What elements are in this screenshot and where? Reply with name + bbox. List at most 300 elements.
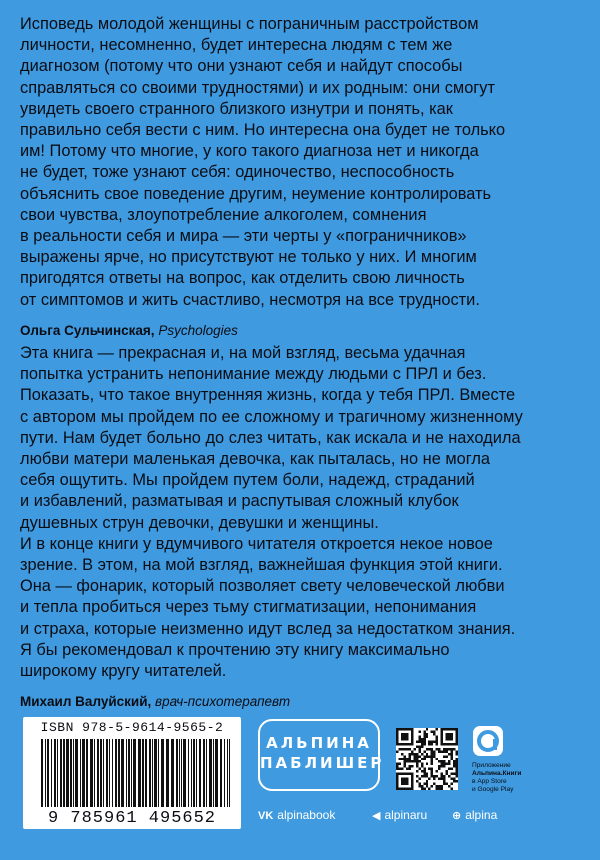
qr-module: [453, 778, 455, 780]
qr-module: [448, 763, 450, 765]
qr-module: [418, 785, 420, 787]
qr-module: [456, 765, 458, 767]
barcode-bar: [115, 739, 117, 807]
qr-module: [413, 748, 415, 750]
qr-module: [431, 785, 433, 787]
qr-module: [438, 765, 440, 767]
qr-module: [443, 760, 445, 762]
qr-module: [448, 748, 450, 750]
review-text-line: и страха, которые неизменно идут вслед за недостатком знания.: [20, 619, 516, 638]
qr-module: [421, 785, 423, 787]
qr-module: [446, 755, 448, 757]
qr-module: [443, 763, 445, 765]
qr-module: [446, 783, 448, 785]
qr-module: [456, 750, 458, 752]
barcode-bar: [183, 739, 186, 807]
review-text-line: зрение. В этом, на мой взгляд, важнейшая функция этой книги.: [20, 556, 503, 575]
qr-module: [416, 775, 418, 777]
qr-module: [436, 738, 438, 740]
qr-module: [396, 750, 398, 752]
qr-module: [396, 768, 398, 770]
barcode-bar: [152, 739, 153, 807]
app-promo-line: Приложение: [472, 762, 511, 769]
qr-module: [421, 758, 423, 760]
review-text-line: душевных струн девочки, девушки и женщины.: [20, 513, 379, 532]
qr-module: [436, 740, 438, 742]
app-promo-line: и Google Play: [472, 786, 514, 793]
qr-module: [398, 748, 400, 750]
qr-module: [456, 758, 458, 760]
social-links: [258, 808, 588, 826]
qr-module: [431, 768, 433, 770]
review-text-line: выражены ярче, но присутствуют не только у них. И многим: [20, 248, 477, 267]
qr-finder: [401, 733, 408, 740]
app-promo-line: в App Store: [472, 778, 507, 785]
qr-module: [433, 750, 435, 752]
qr-module: [456, 773, 458, 775]
qr-module: [443, 780, 445, 782]
social-link-vk[interactable]: [258, 808, 335, 822]
barcode-bar: [97, 739, 99, 807]
review-author: Михаил Валуйский,: [20, 694, 152, 710]
qr-module: [421, 788, 423, 790]
qr-module: [423, 735, 425, 737]
qr-finder: [401, 778, 408, 785]
qr-module: [418, 748, 420, 750]
barcode-bar: [41, 739, 43, 807]
review-text-line: от симптомов и жить счастливо, несмотря на все трудности.: [20, 290, 480, 309]
qr-module: [446, 763, 448, 765]
qr-module: [438, 760, 440, 762]
qr-module: [453, 760, 455, 762]
barcode-bar: [220, 739, 222, 807]
barcode-bar: [109, 739, 110, 807]
qr-module: [423, 770, 425, 772]
social-label: alpinabook: [277, 808, 336, 822]
qr-module: [446, 750, 448, 752]
qr-module: [423, 773, 425, 775]
qr-module: [418, 730, 420, 732]
review-valuysky: [20, 343, 582, 712]
qr-module: [431, 730, 433, 732]
qr-module: [406, 760, 408, 762]
qr-module: [431, 753, 433, 755]
qr-module: [398, 763, 400, 765]
qr-module: [451, 748, 453, 750]
qr-module: [428, 748, 430, 750]
review-text-line: свои чувства, злоупотребление алкоголем, сомнения: [20, 205, 427, 224]
qr-module: [426, 773, 428, 775]
qr-module: [438, 778, 440, 780]
review-text-line: и тепла пробиться через тьму стигматизации, непонимания: [20, 598, 477, 617]
qr-module: [426, 735, 428, 737]
qr-module: [451, 773, 453, 775]
review-text-line: с автором мы пройдем по ее сложному и трагичному жизненному: [20, 407, 523, 426]
barcode-bar: [70, 739, 72, 807]
qr-module: [441, 778, 443, 780]
qr-module: [418, 768, 420, 770]
qr-module: [428, 768, 430, 770]
barcode-bar: [191, 739, 192, 807]
review-text-line: им! Потому что многие, у кого такого диагноза нет и никогда: [20, 142, 479, 161]
qr-module: [431, 758, 433, 760]
qr-module: [408, 768, 410, 770]
qr-module: [441, 785, 443, 787]
barcode-bar: [171, 739, 174, 807]
qr-module: [418, 778, 420, 780]
qr-module: [416, 740, 418, 742]
qr-module: [426, 728, 428, 730]
review-author-role: врач-психотерапевт: [155, 694, 291, 710]
barcode-bar: [142, 739, 144, 807]
social-label: alpinaru: [384, 808, 428, 822]
qr-module: [408, 748, 410, 750]
qr-module: [456, 768, 458, 770]
review-text-line: попытка устранить непонимание между людьми с ПРЛ и без.: [20, 365, 487, 384]
qr-module: [431, 773, 433, 775]
barcode-bar: [75, 739, 78, 807]
social-link-alpina[interactable]: [452, 808, 497, 822]
qr-module: [426, 755, 428, 757]
review-text-line: объяснить свое поведение другим, неумение контролировать: [20, 184, 492, 203]
qr-module: [401, 768, 403, 770]
qr-module: [423, 733, 425, 735]
review-text-line: широкому кругу читателей.: [20, 662, 227, 681]
qr-module: [426, 763, 428, 765]
social-label: alpina: [465, 808, 498, 822]
qr-module: [418, 738, 420, 740]
qr-module: [416, 763, 418, 765]
barcode-bar: [145, 739, 147, 807]
qr-module: [441, 773, 443, 775]
barcode-bar: [51, 739, 52, 807]
qr-module: [436, 735, 438, 737]
qr-module: [408, 755, 410, 757]
qr-module: [433, 755, 435, 757]
qr-module: [431, 770, 433, 772]
social-link-telegram[interactable]: [372, 808, 427, 822]
qr-module: [423, 755, 425, 757]
review-text-line: Эта книга — прекрасная и, на мой взгляд, весьма удачная: [20, 344, 466, 362]
qr-module: [443, 765, 445, 767]
qr-module: [398, 758, 400, 760]
review-author-role: Psychologies: [158, 322, 238, 338]
qr-module: [426, 775, 428, 777]
qr-module: [408, 758, 410, 760]
barcode-bar: [166, 739, 169, 807]
qr-module: [428, 740, 430, 742]
review-text-line: личности, несомненно, будет интересна людям с тем же: [20, 36, 453, 55]
qr-module: [433, 740, 435, 742]
qr-finder: [446, 733, 453, 740]
qr-module: [416, 780, 418, 782]
qr-module: [431, 748, 433, 750]
qr-module: [436, 785, 438, 787]
qr-module: [456, 760, 458, 762]
qr-module: [408, 760, 410, 762]
review-text-line: И в конце книги у вдумчивого читателя откроется некое новое: [20, 534, 493, 553]
qr-module: [433, 730, 435, 732]
qr-module: [423, 743, 425, 745]
qr-module: [451, 755, 453, 757]
review-sulchinskaya: [20, 14, 582, 341]
barcode-bar: [149, 739, 151, 807]
qr-module: [401, 748, 403, 750]
qr-module: [403, 765, 405, 767]
qr-module: [453, 765, 455, 767]
review-text-line: себя ощутить. Мы пройдем путем боли, надежд, страданий: [20, 471, 475, 490]
barcode-bar: [66, 739, 69, 807]
qr-module: [456, 780, 458, 782]
barcode-bar: [213, 739, 214, 807]
qr-module: [423, 750, 425, 752]
qr-module: [416, 760, 418, 762]
review-text-line: любви матери маленькая девочка, как пыталась, но не могла: [20, 450, 491, 469]
review-text-line: диагнозом (потому что они узнают себя и найдут способы: [20, 57, 463, 76]
qr-module: [433, 783, 435, 785]
qr-module: [436, 758, 438, 760]
barcode-bar: [227, 739, 228, 807]
barcode-bar: [54, 739, 56, 807]
qr-module: [431, 763, 433, 765]
barcode-bar: [181, 739, 182, 807]
qr-module: [431, 743, 433, 745]
barcode-panel: [23, 717, 241, 829]
qr-module: [421, 738, 423, 740]
qr-module: [431, 755, 433, 757]
qr-module: [423, 768, 425, 770]
barcode-bar: [106, 739, 108, 807]
barcode-bar: [138, 739, 141, 807]
qr-module: [438, 750, 440, 752]
qr-module: [403, 763, 405, 765]
qr-module: [416, 758, 418, 760]
qr-module: [396, 763, 398, 765]
qr-module: [436, 728, 438, 730]
review-text-line: пригодятся ответы на вопрос, как отделить свою личность: [20, 269, 465, 288]
barcode-bar: [193, 739, 195, 807]
qr-module: [428, 743, 430, 745]
qr-module: [453, 773, 455, 775]
qr-module: [456, 753, 458, 755]
barcode-bar: [90, 739, 93, 807]
qr-module: [453, 763, 455, 765]
qr-module: [456, 770, 458, 772]
qr-module: [418, 745, 420, 747]
qr-module: [443, 775, 445, 777]
qr-module: [423, 730, 425, 732]
qr-module: [446, 773, 448, 775]
qr-module: [408, 765, 410, 767]
review-text-line: Она — фонарик, который позволяет свету человеческой любви: [20, 577, 505, 596]
qr-module: [416, 753, 418, 755]
barcode-bar: [112, 739, 113, 807]
barcode-bar: [82, 739, 85, 807]
qr-code-icon: [396, 728, 458, 790]
qr-module: [401, 753, 403, 755]
qr-module: [436, 743, 438, 745]
plus-icon: ⊕: [452, 810, 462, 822]
qr-module: [456, 775, 458, 777]
qr-module: [418, 783, 420, 785]
qr-module: [411, 760, 413, 762]
review-text-line: правильно себя вести с ним. Но интересна она будет не только: [20, 121, 506, 140]
qr-module: [441, 788, 443, 790]
qr-module: [421, 743, 423, 745]
qr-module: [448, 785, 450, 787]
review-attribution: [20, 320, 582, 341]
qr-module: [448, 753, 450, 755]
qr-module: [421, 775, 423, 777]
qr-module: [413, 755, 415, 757]
qr-module: [438, 788, 440, 790]
qr-module: [403, 760, 405, 762]
qr-module: [408, 753, 410, 755]
qr-module: [443, 783, 445, 785]
barcode-bar: [100, 739, 102, 807]
barcode-bar: [131, 739, 132, 807]
qr-module: [416, 770, 418, 772]
qr-module: [411, 765, 413, 767]
qr-module: [436, 748, 438, 750]
qr-module: [416, 765, 418, 767]
barcode-bar: [176, 739, 178, 807]
qr-module: [401, 758, 403, 760]
qr-module: [421, 740, 423, 742]
qr-module: [403, 755, 405, 757]
review-text-line: увидеть своего странного близкого изнутри и понять, как: [20, 99, 453, 118]
barcode-bar: [133, 739, 136, 807]
qr-module: [398, 768, 400, 770]
qr-module: [403, 748, 405, 750]
publisher-name-line: АЛЬПИНА: [266, 734, 372, 752]
qr-module: [451, 753, 453, 755]
qr-module: [451, 788, 453, 790]
review-text-line: справляться со своими трудностями) и их родным: они смогут: [20, 78, 495, 97]
qr-module: [448, 760, 450, 762]
review-text-line: Показать, что такое внутренняя жизнь, когда у тебя ПРЛ. Вместе: [20, 386, 516, 405]
qr-module: [411, 753, 413, 755]
qr-module: [451, 783, 453, 785]
qr-module: [436, 775, 438, 777]
qr-module: [431, 740, 433, 742]
barcode-bar: [121, 739, 124, 807]
barcode-bar: [203, 739, 205, 807]
qr-module: [421, 765, 423, 767]
barcode-number: 9 785961 495652: [47, 809, 217, 828]
qr-module: [418, 750, 420, 752]
qr-module: [451, 758, 453, 760]
qr-module: [443, 778, 445, 780]
barcode-icon: [41, 739, 231, 807]
qr-module: [426, 783, 428, 785]
review-attribution: [20, 691, 582, 712]
qr-module: [403, 758, 405, 760]
isbn-text: ISBN 978-5-9614-9565-2: [40, 720, 224, 735]
vk-icon: VK: [258, 810, 274, 822]
qr-module: [451, 768, 453, 770]
qr-module: [436, 770, 438, 772]
qr-module: [406, 748, 408, 750]
barcode-bar: [154, 739, 157, 807]
qr-module: [431, 750, 433, 752]
barcode-bar: [161, 739, 164, 807]
barcode-bar: [94, 739, 95, 807]
review-text-line: пути. Нам будет больно до слез читать, как искала и не находила: [20, 428, 521, 447]
barcode-bar: [128, 739, 130, 807]
review-text-line: Исповедь молодой женщины с пограничным расстройством: [20, 15, 479, 33]
qr-module: [433, 775, 435, 777]
qr-module: [428, 778, 430, 780]
barcode-bar: [158, 739, 159, 807]
qr-module: [438, 785, 440, 787]
qr-module: [418, 735, 420, 737]
qr-module: [421, 753, 423, 755]
qr-module: [443, 755, 445, 757]
qr-module: [441, 765, 443, 767]
qr-module: [416, 755, 418, 757]
qr-module: [438, 768, 440, 770]
qr-module: [426, 748, 428, 750]
qr-module: [423, 783, 425, 785]
qr-module: [441, 775, 443, 777]
app-promo-text: [472, 762, 562, 794]
qr-module: [443, 748, 445, 750]
qr-module: [411, 750, 413, 752]
qr-module: [431, 775, 433, 777]
qr-module: [418, 740, 420, 742]
qr-module: [438, 748, 440, 750]
qr-module: [441, 763, 443, 765]
barcode-bar: [47, 739, 49, 807]
qr-module: [406, 768, 408, 770]
publisher-logo: [258, 719, 385, 791]
qr-module: [413, 758, 415, 760]
qr-module: [426, 753, 428, 755]
barcode-bar: [229, 739, 230, 807]
qr-module: [423, 788, 425, 790]
barcode-bar: [103, 739, 104, 807]
qr-module: [453, 748, 455, 750]
barcode-bar: [209, 739, 212, 807]
qr-module: [423, 740, 425, 742]
qr-module: [456, 763, 458, 765]
qr-module: [426, 733, 428, 735]
qr-module: [421, 770, 423, 772]
qr-module: [426, 780, 428, 782]
review-text-line: Я бы рекомендовал к прочтению эту книгу максимально: [20, 640, 450, 659]
qr-module: [413, 760, 415, 762]
review-author: Ольга Сульчинская,: [20, 322, 155, 338]
qr-module: [451, 778, 453, 780]
qr-module: [406, 758, 408, 760]
review-text-line: не будет, тоже узнают себя: одиночество, неспособность: [20, 163, 455, 182]
app-promo-line: Альпина.Книги: [472, 770, 522, 777]
barcode-bar: [60, 739, 62, 807]
barcode-bar: [45, 739, 46, 807]
barcode-bar: [73, 739, 74, 807]
app-logo-icon: [473, 726, 503, 756]
qr-module: [396, 765, 398, 767]
qr-module: [428, 788, 430, 790]
qr-module: [433, 753, 435, 755]
qr-module: [423, 738, 425, 740]
review-text-line: в реальности себя и мира — эти черты у «пограничников»: [20, 227, 467, 246]
barcode-bar: [179, 739, 180, 807]
review-text-line: и избавлений, разматывая и распутывая сложный клубок: [20, 492, 459, 511]
qr-module: [443, 750, 445, 752]
publisher-name-line: ПАБЛИШЕР: [260, 754, 385, 772]
